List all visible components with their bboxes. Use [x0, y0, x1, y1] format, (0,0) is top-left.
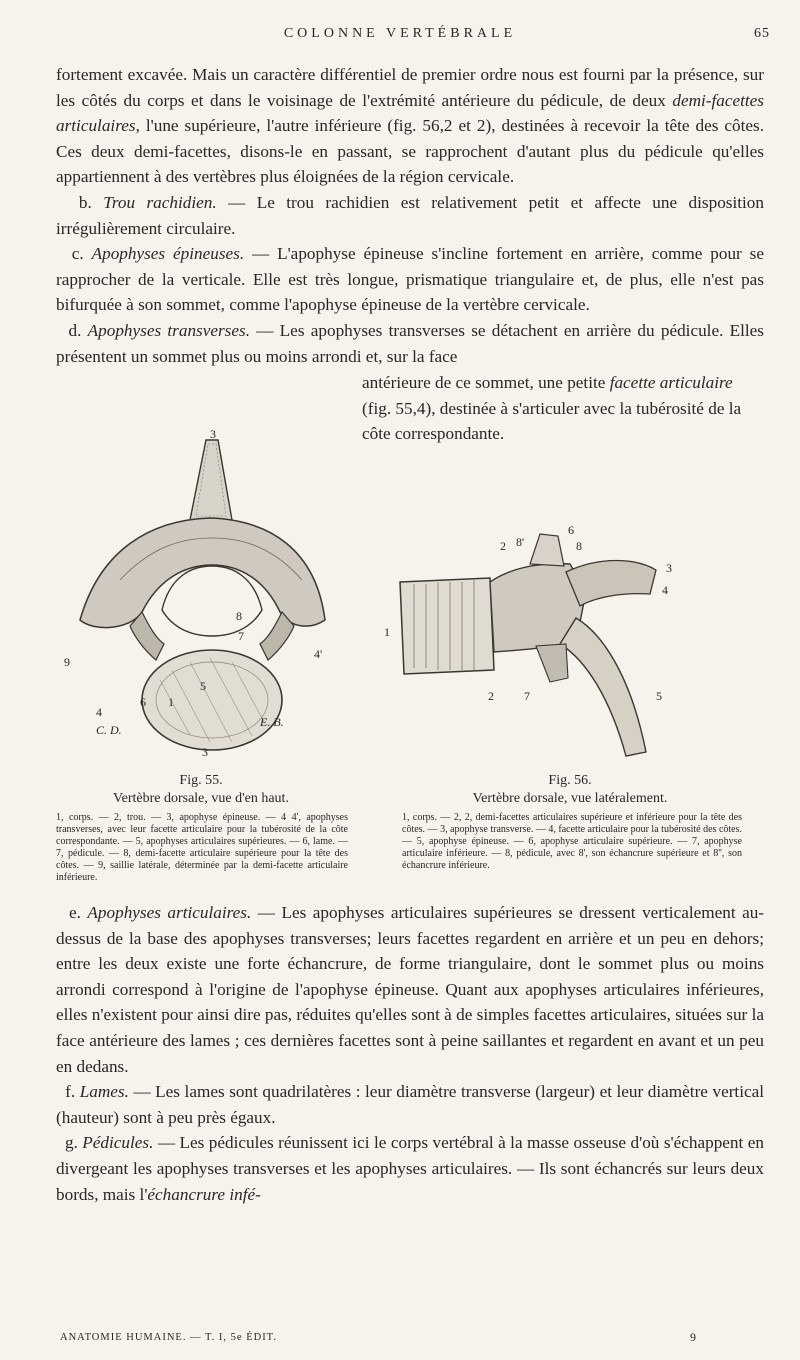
fig55-label-1: 1 [168, 695, 174, 709]
figure-55-illustration [60, 430, 330, 760]
footer-text: ANATOMIE HUMAINE. — T. I, 5e ÉDIT. [60, 1332, 277, 1343]
paragraph-d-continued: antérieure de ce sommet, une petite facette articulaire (fig. 55,4), destinée à s'articuler avec la tubérosité de la côte correspondante. [362, 373, 742, 444]
running-title: COLONNE VERTÉBRALE [283, 26, 517, 41]
fig56-label-6: 6 [568, 523, 574, 537]
bottom-text-block [56, 900, 764, 1207]
fig55-label-3-top: 3 [210, 430, 216, 441]
fig56-number: Fig. 56. [548, 773, 592, 788]
figure-56-illustration [380, 522, 690, 762]
fig55-label-3: 3 [202, 745, 208, 759]
fig56-caption-block [400, 772, 740, 808]
fig55-artist-eb: E. B. [260, 715, 284, 729]
fig55-label-8: 8 [236, 609, 242, 623]
paragraph-c: c. Apophyses épineuses. — L'apophyse épineuse s'incline fortement en arrière, comme pour se rapprocher de la verticale. Elle est très longue, prismatique triangulaire et, de plus, elle n'est pas bifurquée à son sommet, comme l'apophyse épineuse de la vertèbre cervicale. [56, 244, 764, 315]
fig56-label-4: 4 [662, 583, 668, 597]
fig55-artist-cd: C. D. [96, 723, 122, 737]
fig55-legend: 1, corps. — 2, trou. — 3, apophyse épineuse. — 4 4', apophyses transverses, avec leur facette articulaire pour la tubérosité de la côte correspondante. — 5, apophyses articulaires supérieures. — 6, lame. — 7, pédicule. — 8, demi-facette articulaire supérieure pour la tête des côtes. — 9, saillie latérale, déterminée par la demi-facette articulaire inférieure. [56, 812, 348, 883]
paragraph-b: b. Trou rachidien. — Le trou rachidien est relativement petit et affecte une disposition irrégulièrement circulaire. [56, 192, 764, 238]
fig55-label-6: 6 [140, 695, 146, 709]
paragraph-f: f. Lames. — Les lames sont quadrilatères : leur diamètre transverse (largeur) et leur diamètre vertical (hauteur) sont à peu près égaux. [56, 1082, 764, 1127]
fig56-label-3: 3 [666, 561, 672, 575]
fig55-label-4: 4 [96, 705, 102, 719]
signature-mark: 9 [690, 1330, 696, 1344]
fig56-label-5: 5 [656, 689, 662, 703]
fig56-label-2-top: 2 [500, 539, 506, 553]
fig56-label-1: 1 [384, 625, 390, 639]
paragraph-intro: fortement excavée. Mais un caractère différentiel de premier ordre nous est fourni par la présence, sur les côtés du corps et dans le voisinage de l'extrémité antérieure du pédicule, de deux demi-facettes articulaires, l'une supérieure, l'autre inférieure (fig. 56,2 et 2), destinées à recevoir la tête des côtes. Ces deux demi-facettes, disons-le en passant, se rapprochent d'autant plus du pédicule qu'elles appartiennent à des vertèbres plus éloignées de la région cervicale. [56, 65, 764, 187]
fig56-label-8p: 8' [516, 535, 525, 549]
fig56-label-8: 8 [576, 539, 582, 553]
running-header [0, 26, 800, 48]
fig56-label-7: 7 [524, 689, 530, 703]
fig56-legend: 1, corps. — 2, 2, demi-facettes articulaires supérieure et inférieure pour la tête des côtes. — 3, apophyse transverse. — 4, facette articulaire pour la tubérosité des côtes. — 5, apophyse épineuse. — 6, apophyse articulaire supérieure. — 7, apophyse articulaire inférieure. — 8, pédicule, avec 8', son échancrure supérieure et 8'', son échancrure inférieure. [402, 812, 742, 871]
fig55-number: Fig. 55. [179, 773, 223, 788]
fig55-label-5: 5 [200, 679, 206, 693]
page-number: 65 [754, 26, 770, 41]
fig55-caption-block [56, 772, 346, 808]
fig55-label-9: 9 [64, 655, 70, 669]
fig55-caption: Vertèbre dorsale, vue d'en haut. [113, 791, 289, 806]
top-text-block [56, 62, 764, 369]
fig55-label-4p: 4' [314, 647, 323, 661]
fig56-label-2-bottom: 2 [488, 689, 494, 703]
paragraph-d: d. Apophyses transverses. — Les apophyses transverses se détachent en arrière du pédicule. Elles présentent un sommet plus ou moins arrondi et, sur la face [56, 320, 764, 366]
paragraph-g: g. Pédicules. — Les pédicules réunissent ici le corps vertébral à la masse osseuse d'où s'échappent en divergeant les apophyses transverses et les apophyses articulaires. — Ils sont échancrés sur leurs deux bords, mais l'échancrure infé- [56, 1133, 764, 1204]
fig56-caption: Vertèbre dorsale, vue latéralement. [472, 791, 668, 806]
paragraph-e: e. Apophyses articulaires. — Les apophyses articulaires supérieures se dressent verticalement au-dessus de la base des apophyses transverses; leurs facettes regardent en arrière et un peu en dehors; entre les deux existe une forte échancrure, de forme triangulaire, dont le sommet plus ou moins arrondi correspond à l'origine de l'apophyse épineuse. Quant aux apophyses articulaires inférieures, elles n'existent pour ainsi dire pas, réduites qu'elles sont à de simples facettes articulaires, situées sur la face antérieure des lames ; ces dernières facettes sont à peine saillantes et regardent en avant et un peu en dedans. [56, 903, 765, 1076]
fig55-label-7: 7 [238, 629, 244, 643]
